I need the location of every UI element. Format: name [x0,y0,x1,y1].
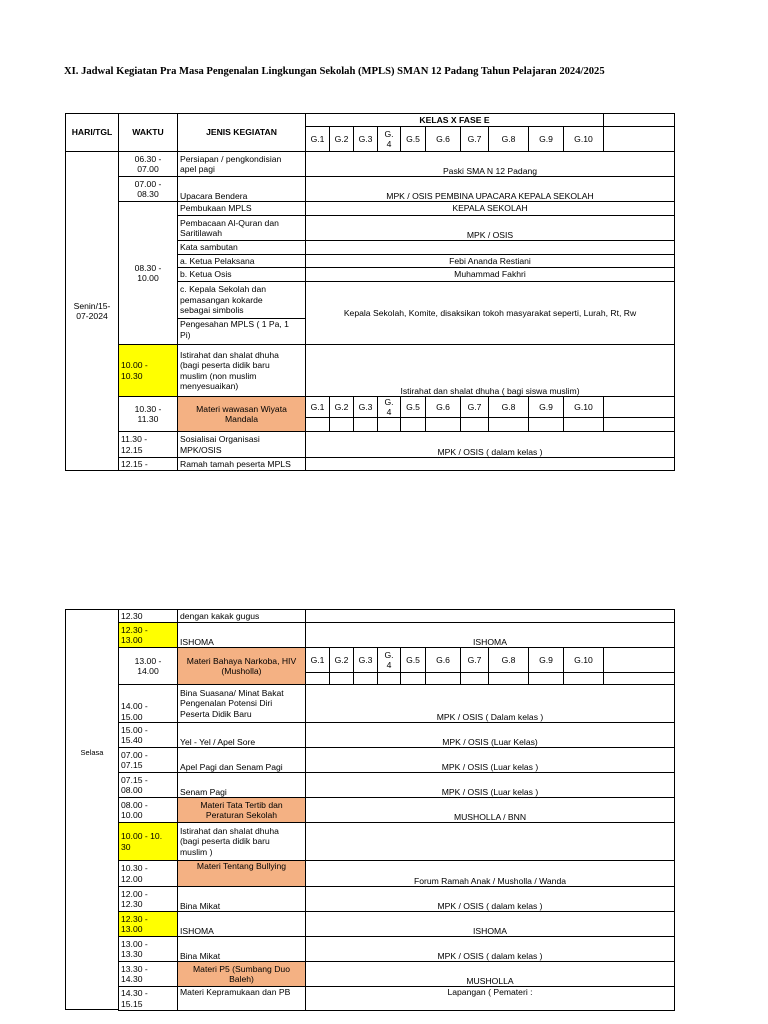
activity-cell-highlight-text: Materi Tata Tertib dan Peraturan Sekolah [200,799,283,820]
time-cell [118,457,178,471]
group-empty-cell [305,417,330,432]
activity-cell [177,344,306,397]
activity-cell [177,201,306,216]
pic-cell [305,822,675,861]
group-label-cell-text: G.7 [467,654,482,665]
group-label-cell-text: G.2 [334,654,349,665]
group-label-cell [329,396,354,418]
activity-cell-highlight-text: Materi wawasan Wiyata Mandala [196,403,287,424]
time-cell-text: 07.15 - 08.00 [121,774,148,795]
time-cell-highlight [118,822,178,861]
activity-cell-text: ISHOMA [180,925,214,936]
time-cell [118,201,178,345]
group-label-cell [603,396,675,418]
group-label-cell-text: G.1 [310,401,325,412]
group-label-cell-text: G.2 [334,401,349,412]
group-empty-cell [488,417,529,432]
time-cell [118,431,178,458]
group-label-cell-text: G.10 [574,654,593,665]
header-hari [65,113,119,152]
activity-cell-text: Bina Suasana/ Minat Bakat Pengenalan Potensi Diri Peserta Didik Baru [180,687,284,719]
pic-cell [305,911,675,937]
time-cell-highlight [118,344,178,397]
activity-cell-text: Bina Mikat [180,950,221,961]
activity-cell-highlight [177,797,306,823]
group-label-cell [425,647,461,673]
pic-cell-text: Istirahat dan shalat dhuha ( bagi siswa muslim) [400,385,580,396]
group-label-cell-text: G. 4 [384,649,394,670]
activity-cell [177,722,306,748]
time-cell [118,396,178,432]
pic-cell [305,254,675,268]
time-cell-text: 13.30 - 14.30 [121,963,148,984]
header-kelas-text: KELAS X FASE E [419,114,490,125]
activity-cell-highlight [177,860,306,887]
group-header-cell [400,126,426,152]
activity-cell [177,986,306,1011]
pic-cell-text: MPK / OSIS PEMBINA UPACARA KEPALA SEKOLAH [386,190,594,201]
pic-cell [305,267,675,282]
time-cell-text: 12.00 - 12.30 [121,888,148,909]
group-label-cell-text: G.6 [436,401,450,412]
group-label-cell [377,396,401,418]
time-cell-text: 07.00 - 08.30 [134,178,162,199]
pic-cell [305,886,675,912]
group-header-cell [563,126,604,152]
group-header-cell-text: G.1 [310,133,325,144]
group-header-cell [488,126,529,152]
pic-cell-text: KEPALA SEKOLAH [452,203,528,214]
activity-cell [177,254,306,268]
pic-cell [305,747,675,773]
pic-cell-text: MPK / OSIS ( dalam kelas ) [437,950,543,961]
activity-cell-text: Sosialisai Organisasi MPK/OSIS [180,434,260,455]
pic-cell-text: Kepala Sekolah, Komite, disaksikan tokoh masyarakat seperti, Lurah, Rt, Rw [343,307,637,318]
activity-cell-text: c. Kepala Sekolah dan pemasangan kokarde sebagai simbolis [180,284,267,316]
activity-cell-text: dengan kakak gugus [180,610,260,621]
activity-cell [177,772,306,798]
activity-cell-text: Materi Kepramukaan dan PB [180,987,291,997]
time-cell-highlight-text: 12.30 - 13.00 [121,913,148,934]
group-header-cell-text: G.9 [539,133,553,144]
group-header-cell [425,126,461,152]
activity-cell [177,822,306,861]
group-label-cell [460,647,489,673]
group-empty-cell [377,417,401,432]
activity-cell-text: Istirahat dan shalat dhuha (bagi peserta didik baru muslim (non muslim menyesuaikan) [180,349,279,391]
group-label-cell [377,647,401,673]
pic-cell-text: Forum Ramah Anak / Musholla / Wanda [413,875,567,886]
pic-cell-text: MUSHOLLA [466,975,514,986]
group-header-cell-text: G.5 [406,133,420,144]
group-label-cell-text: G.8 [501,654,516,665]
activity-cell [177,176,306,202]
activity-cell-text: Apel Pagi dan Senam Pagi [180,761,283,772]
group-header-cell [329,126,354,152]
group-label-cell-text: G.5 [406,401,420,412]
activity-cell-highlight-text: Materi Tentang Bullying [196,861,287,871]
activity-cell-text: Senam Pagi [180,786,227,797]
activity-cell [177,886,306,912]
pic-cell [305,986,675,1011]
pic-cell-text: ISHOMA [473,925,507,936]
activity-cell-highlight-text: Materi P5 (Sumbang Duo Baleh) [193,963,290,984]
group-header-cell-text: G.10 [574,133,593,144]
activity-cell [177,215,306,241]
activity-cell-text: Ramah tamah peserta MPLS [180,458,291,469]
time-cell-text: 14.30 - 15.15 [121,988,148,1009]
time-cell-text: 12.30 [121,610,143,621]
pic-cell [305,457,675,471]
group-header-cell-text: G.8 [501,133,516,144]
group-empty-cell [528,417,564,432]
group-header-cell-text: G.3 [358,133,373,144]
time-cell [118,684,178,723]
group-empty-cell [563,417,604,432]
pic-cell [305,797,675,823]
group-label-cell-text: G. 4 [384,396,394,417]
time-cell [118,860,178,887]
group-label-cell [563,647,604,673]
group-empty-cell [460,417,489,432]
header-kelas [305,113,604,127]
time-cell-text: 13.00 - 13.30 [121,938,148,959]
group-label-cell [425,396,461,418]
time-cell-text: 10.30 - 12.00 [121,863,148,884]
time-cell [118,747,178,773]
group-label-cell [488,647,529,673]
group-header-cell-text: G.6 [436,133,450,144]
group-label-cell-text: G.5 [406,654,420,665]
pic-cell-text: Muhammad Fakhri [454,269,526,280]
pic-cell [305,609,675,623]
pic-cell [305,344,675,397]
group-header-cell [528,126,564,152]
pic-cell [305,622,675,648]
group-label-cell [329,647,354,673]
group-header-cell [377,126,401,152]
time-cell-highlight-text: 10.00 - 10.30 [121,360,148,381]
group-label-cell [353,396,378,418]
group-label-cell-text: G.8 [501,401,516,412]
activity-cell-text: Persiapan / pengkondisian apel pagi [180,153,282,174]
activity-cell [177,747,306,773]
group-label-cell [528,396,564,418]
time-cell-text: 13.00 - 14.00 [134,655,162,676]
activity-cell [177,240,306,255]
activity-cell [177,911,306,937]
group-header-cell-text: G. 4 [384,128,394,149]
time-cell-highlight-text: 10.00 - 10. 30 [121,831,163,852]
group-label-cell [603,647,675,673]
activity-cell [177,457,306,471]
pic-cell-text: MUSHOLLA / BNN [453,811,527,822]
pic-cell-text: MPK / OSIS ( Dalam kelas ) [436,711,544,722]
pic-cell-text: ISHOMA [473,636,507,647]
document-title: XI. Jadwal Kegiatan Pra Masa Pengenalan Lingkungan Sekolah (MPLS) SMAN 12 Padang Tahun Pelajaran 2024/2025 [64,66,605,77]
group-label-cell [400,647,426,673]
pic-cell-text: MPK / OSIS (Luar kelas ) [441,786,539,797]
time-cell-text: 14.00 - 15.00 [121,701,148,722]
pic-cell [305,176,675,202]
time-cell [118,986,178,1011]
group-label-cell-text: G.7 [467,401,482,412]
group-empty-cell [603,417,675,432]
group-label-cell-text: G.10 [574,401,593,412]
activity-cell [177,622,306,648]
pic-cell-text: MPK / OSIS ( dalam kelas ) [437,446,543,457]
group-header-cell-text: G.7 [467,133,482,144]
pic-cell-text: MPK / OSIS (Luar Kelas) [442,736,538,747]
time-cell-text: 12.15 - [121,458,148,469]
pic-cell [305,240,675,255]
header-hari-text: HARI/TGL [71,127,113,138]
pic-cell-text: MPK / OSIS [466,229,514,240]
group-label-cell-text: G.9 [539,654,553,665]
activity-cell [177,431,306,458]
activity-cell [177,684,306,723]
group-label-cell-text: G.9 [539,401,553,412]
header-jenis-text: JENIS KEGIATAN [206,127,277,138]
activity-cell [177,609,306,623]
pic-cell [305,936,675,962]
group-label-cell-text: G.3 [358,401,373,412]
time-cell [118,961,178,987]
time-cell [118,609,178,623]
time-cell-highlight [118,911,178,937]
day-senin [65,151,119,471]
pic-cell [305,961,675,987]
group-header-cell [460,126,489,152]
header-blank [603,113,675,127]
time-cell [118,722,178,748]
group-label-cell-text: G.3 [358,654,373,665]
activity-cell-highlight-text: Materi Bahaya Narkoba, HIV (Musholla) [186,655,297,676]
group-label-cell [460,396,489,418]
activity-cell-text: b. Ketua Osis [180,269,232,280]
time-cell-text: 15.00 - 15.40 [121,724,148,745]
pic-cell [305,684,675,723]
pic-cell [305,151,675,177]
pic-cell [305,431,675,458]
time-cell-text: 06.30 - 07.00 [134,153,162,174]
group-header-cell [603,126,675,152]
group-label-cell [305,396,330,418]
group-empty-cell [400,417,426,432]
time-cell-text: 07.00 - 07.15 [121,749,148,770]
activity-cell-text: Upacara Bendera [180,190,248,201]
time-cell-highlight [118,622,178,648]
time-cell-highlight-text: 12.30 - 13.00 [121,624,148,645]
day-selasa [65,609,119,1010]
group-label-cell [305,647,330,673]
time-cell [118,151,178,177]
activity-cell-text: Bina Mikat [180,900,221,911]
activity-cell-highlight [177,647,306,685]
activity-cell-text: a. Ketua Pelaksana [180,255,255,266]
activity-cell [177,318,306,345]
pic-cell [305,201,675,216]
time-cell [118,647,178,685]
group-label-cell [488,396,529,418]
header-waktu [118,113,178,152]
activity-cell [177,151,306,177]
group-header-cell [353,126,378,152]
group-empty-cell [329,417,354,432]
time-cell [118,176,178,202]
day-selasa-text: Selasa [80,748,104,757]
header-jenis [177,113,306,152]
group-label-cell-text: G.6 [436,654,450,665]
pic-cell-text: MPK / OSIS ( dalam kelas ) [437,900,543,911]
activity-cell-text: ISHOMA [180,636,214,647]
group-label-cell [563,396,604,418]
pic-cell [305,215,675,241]
time-cell [118,772,178,798]
activity-cell [177,281,306,319]
pic-cell-text: Lapangan ( Pemateri : [447,987,533,997]
pic-cell-text: MPK / OSIS (Luar kelas ) [441,761,539,772]
group-label-cell [353,647,378,673]
time-cell [118,886,178,912]
activity-cell-text: Pembukaan MPLS [180,203,252,214]
group-empty-cell [353,417,378,432]
pic-cell [305,281,675,345]
header-waktu-text: WAKTU [132,127,164,138]
group-header-cell-text: G.2 [334,133,349,144]
activity-cell-text: Pengesahan MPLS ( 1 Pa, 1 Pi) [180,319,289,340]
group-label-cell [528,647,564,673]
group-label-cell [400,396,426,418]
pic-cell [305,860,675,887]
time-cell-text: 10.30 - 11.30 [134,403,162,424]
activity-cell-text: Istirahat dan shalat dhuha (bagi peserta didik baru muslim ) [180,825,279,857]
group-header-cell [305,126,330,152]
pic-cell [305,722,675,748]
day-senin-text: Senin/15- 07-2024 [73,300,111,321]
group-empty-cell [425,417,461,432]
activity-cell-highlight [177,396,306,432]
activity-cell [177,267,306,282]
pic-cell-text: Paski SMA N 12 Padang [442,165,538,176]
time-cell [118,936,178,962]
time-cell [118,797,178,823]
activity-cell-text: Yel - Yel / Apel Sore [180,736,256,747]
time-cell-text: 08.00 - 10.00 [121,799,148,820]
group-label-cell-text: G.1 [310,654,325,665]
time-cell-text: 11.30 - 12.15 [121,434,148,455]
pic-cell-text: Febi Ananda Restiani [449,255,531,266]
activity-cell-text: Kata sambutan [180,242,238,253]
time-cell-text: 08.30 - 10.00 [134,262,162,283]
activity-cell-highlight [177,961,306,987]
pic-cell [305,772,675,798]
activity-cell [177,936,306,962]
activity-cell-text: Pembacaan Al-Quran dan Saritilawah [180,217,279,238]
